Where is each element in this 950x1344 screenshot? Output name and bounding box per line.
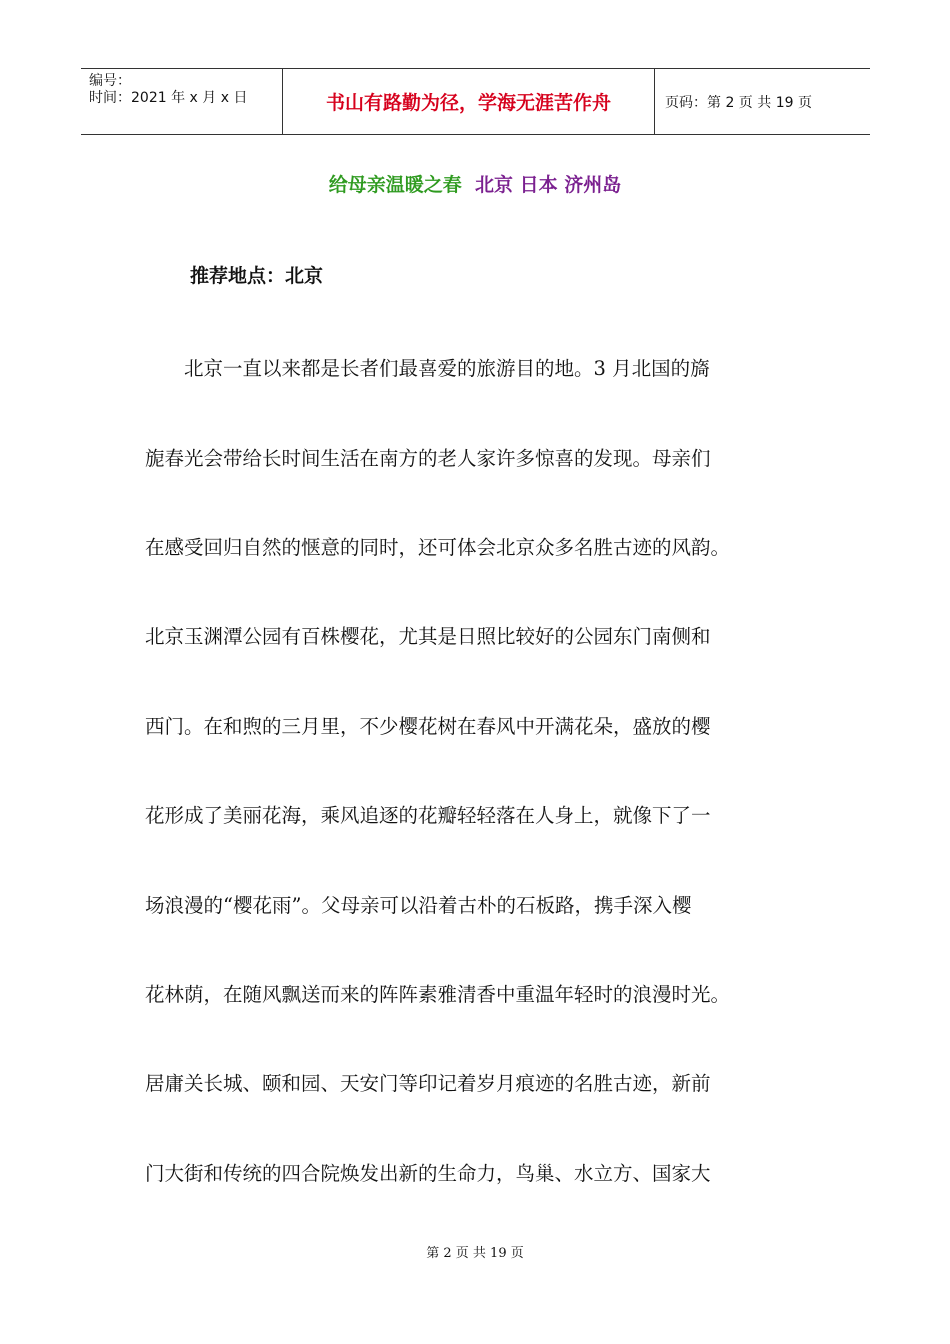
body-line: 在感受回归自然的惬意的同时，还可体会北京众多名胜古迹的风韵。: [145, 536, 731, 559]
body-line: 门大街和传统的四合院焕发出新的生命力，鸟巢、水立方、国家大: [145, 1162, 711, 1185]
header-meta: [81, 69, 283, 134]
number-label: 编号：: [89, 73, 131, 89]
page-footer: 第 2 页 共 19 页: [426, 1246, 524, 1261]
section-heading: 推荐地点：北京: [190, 265, 324, 287]
title-part-2: 北京 日本 济州岛: [475, 174, 622, 196]
header-motto: 书山有路勤为径，学海无涯苦作舟: [283, 69, 655, 134]
time-label: 时间：2021 年 x 月 x 日: [89, 90, 248, 106]
page-title: [0, 172, 950, 198]
body-line: 场浪漫的“樱花雨”。父母亲可以沿着古朴的石板路，携手深入樱: [145, 894, 692, 917]
title-part-1: 给母亲温暖之春: [328, 174, 462, 196]
body-line: 居庸关长城、颐和园、天安门等印记着岁月痕迹的名胜古迹，新前: [145, 1072, 711, 1095]
body-line: 北京玉渊潭公园有百株樱花，尤其是日照比较好的公园东门南侧和: [145, 625, 711, 648]
body-line: 花林荫，在随风飘送而来的阵阵素雅清香中重温年轻时的浪漫时光。: [145, 983, 731, 1006]
document-header: [81, 68, 870, 135]
body-line: 西门。在和煦的三月里，不少樱花树在春风中开满花朵，盛放的樱: [145, 715, 711, 738]
body-line: 北京一直以来都是长者们最喜爱的旅游目的地。3 月北国的旖: [145, 357, 710, 380]
header-page-info: 页码：第 2 页 共 19 页: [665, 94, 812, 111]
body-line: 旎春光会带给长时间生活在南方的老人家许多惊喜的发现。母亲们: [145, 447, 711, 470]
body-line: 花形成了美丽花海，乘风追逐的花瓣轻轻落在人身上，就像下了一: [145, 804, 711, 827]
